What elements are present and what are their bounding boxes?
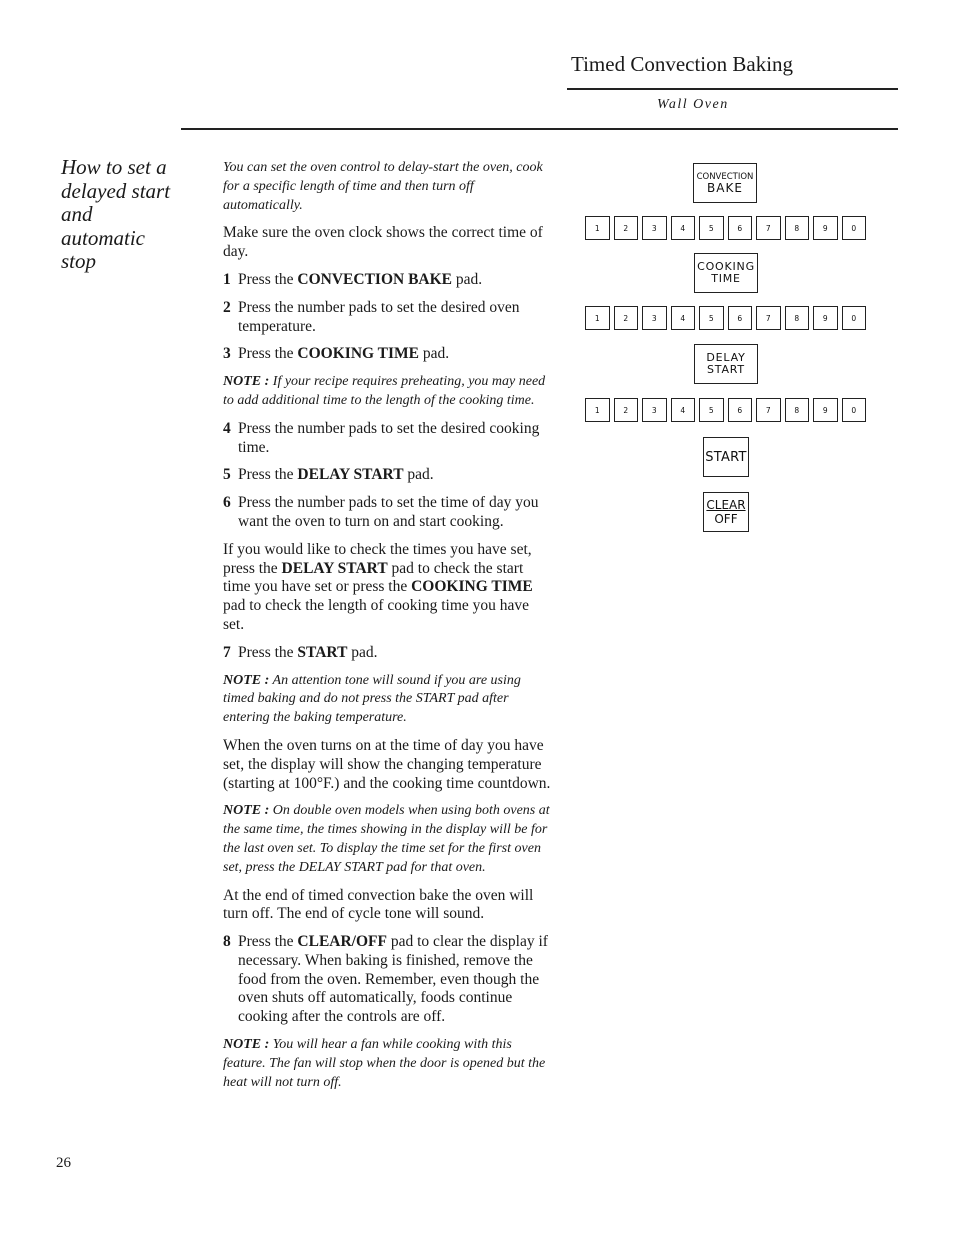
end-paragraph: At the end of timed convection bake the oven will turn off. The end of cycle tone will sound. (223, 886, 534, 923)
number-pad-5: 5 (699, 398, 724, 422)
step-text: Press the (238, 270, 298, 288)
note-fan (223, 1036, 553, 1092)
page-number: 26 (56, 1155, 71, 1171)
step-text: Press the (238, 643, 298, 661)
paragraph-text: pad to check the start time you have set or press the (223, 559, 524, 596)
step-text: Press the number pads to set the desired cooking time. (238, 419, 540, 456)
clear-off-pad (703, 492, 749, 532)
step-number: 7 (223, 643, 231, 661)
step-1 (223, 271, 553, 290)
number-pad-1: 1 (585, 216, 610, 240)
number-pad-3: 3 (642, 398, 667, 422)
number-pad-9: 9 (813, 216, 838, 240)
number-pad-1: 1 (585, 398, 610, 422)
number-pad-0: 0 (842, 306, 867, 330)
step-4 (223, 420, 553, 458)
number-pad-6: 6 (728, 216, 753, 240)
number-pad-row (585, 306, 866, 330)
delay-start-pad (694, 344, 758, 384)
number-pad-9: 9 (813, 398, 838, 422)
step-5 (223, 466, 553, 485)
step-3 (223, 345, 553, 364)
pad-name: CLEAR/OFF (297, 933, 387, 951)
number-pad-8: 8 (785, 306, 810, 330)
note-text: On double oven models when using both ovens at the same time, the times showing in the display will be for the last oven set. To display the time set for the first oven set, press the DELAY START pad for that oven. (223, 803, 550, 875)
number-pad-3: 3 (642, 306, 667, 330)
pad-label-clear: CLEAR (706, 498, 746, 512)
convection-bake-pad (693, 163, 757, 203)
step-number: 1 (223, 270, 231, 288)
note-attention-tone (223, 672, 553, 728)
step-number: 5 (223, 466, 231, 484)
section-divider (181, 128, 898, 130)
instructions-column (223, 159, 553, 1101)
number-pad-7: 7 (756, 306, 781, 330)
note-label: NOTE : (223, 672, 270, 688)
step-7 (223, 644, 553, 663)
page-title: Timed Convection Baking (571, 52, 794, 76)
clock-paragraph: Make sure the oven clock shows the correct time of day. (223, 224, 543, 261)
number-pad-8: 8 (785, 398, 810, 422)
step-text: Press the number pads to set the time of day you want the oven to turn on and start cooking. (238, 494, 539, 530)
pad-label-small: CONVECTION (696, 171, 754, 182)
pad-label: START (705, 449, 747, 465)
number-pad-2: 2 (614, 216, 639, 240)
step-text: Press the (238, 933, 298, 951)
step-number: 2 (223, 298, 231, 316)
paragraph-text: If you would like to check the times you have set, press the (223, 540, 532, 577)
number-pad-2: 2 (614, 398, 639, 422)
pad-name: CONVECTION BAKE (297, 270, 453, 288)
number-pad-1: 1 (585, 306, 610, 330)
note-text: If your recipe requires preheating, you may need to add additional time to the length of the cooking time. (223, 374, 546, 408)
step-number: 3 (223, 345, 231, 363)
step-text: pad. (347, 643, 378, 661)
pad-name: DELAY START (281, 559, 388, 577)
number-pad-4: 4 (671, 306, 696, 330)
step-text: pad. (419, 345, 450, 363)
paragraph-text: pad to check the length of cooking time you have set. (223, 597, 530, 633)
page-subtitle: Wall Oven (657, 97, 729, 112)
step-text: Press the number pads to set the desired oven temperature. (238, 298, 520, 335)
step-text: pad. (403, 466, 434, 484)
note-text: An attention tone will sound if you are using timed baking and do not press the START pad after entering the baking temperature. (223, 672, 521, 726)
start-pad (703, 437, 749, 477)
number-pad-3: 3 (642, 216, 667, 240)
number-pad-8: 8 (785, 216, 810, 240)
pad-name: COOKING TIME (297, 345, 419, 363)
pad-label-off: OFF (714, 512, 738, 526)
number-pad-6: 6 (728, 306, 753, 330)
step-2 (223, 299, 553, 337)
step-6 (223, 494, 553, 532)
number-pad-5: 5 (699, 306, 724, 330)
number-pad-6: 6 (728, 398, 753, 422)
pad-label-big: BAKE (707, 180, 743, 195)
step-number: 6 (223, 494, 231, 512)
number-pad-2: 2 (614, 306, 639, 330)
pad-label: DELAY START (706, 351, 746, 376)
cooking-time-pad (694, 253, 758, 293)
number-pad-5: 5 (699, 216, 724, 240)
pad-name: DELAY START (297, 466, 404, 484)
note-double-oven (223, 802, 553, 877)
step-text: Press the (238, 345, 298, 363)
number-pad-row (585, 398, 866, 422)
display-paragraph: When the oven turns on at the time of day you have set, the display will show the changing temperature (starting at 100°F.) and the cooking time countdown. (223, 736, 551, 792)
intro-paragraph: You can set the oven control to delay-start the oven, cook for a specific length of time and then turn off automatically. (223, 160, 543, 213)
number-pad-7: 7 (756, 398, 781, 422)
note-preheating (223, 373, 553, 411)
note-text: You will hear a fan while cooking with this feature. The fan will stop when the door is opened but the heat will not turn off. (223, 1037, 546, 1090)
note-label: NOTE : (223, 374, 270, 390)
note-label: NOTE : (223, 1037, 270, 1053)
number-pad-0: 0 (842, 216, 867, 240)
step-text: Press the (238, 466, 298, 484)
step-number: 4 (223, 419, 231, 437)
number-pad-7: 7 (756, 216, 781, 240)
number-pad-9: 9 (813, 306, 838, 330)
step-number: 8 (223, 933, 231, 951)
step-text: pad to clear the display if necessary. When baking is finished, remove the food from the oven. Remember, even though the oven shuts off automatically, foods continue cooking after the controls are off. (238, 933, 548, 1026)
pad-name: START (297, 643, 348, 661)
number-pad-4: 4 (671, 398, 696, 422)
pad-label: COOKING TIME (697, 260, 755, 285)
number-pad-0: 0 (842, 398, 867, 422)
number-pad-4: 4 (671, 216, 696, 240)
step-text: pad. (452, 270, 483, 288)
header-divider (567, 88, 898, 90)
check-times-paragraph (223, 541, 553, 635)
pad-name: COOKING TIME (411, 578, 533, 596)
note-label: NOTE : (223, 803, 270, 819)
step-8 (223, 933, 553, 1027)
section-heading: How to set a delayed start and automatic stop (61, 155, 171, 273)
number-pad-row (585, 216, 866, 240)
